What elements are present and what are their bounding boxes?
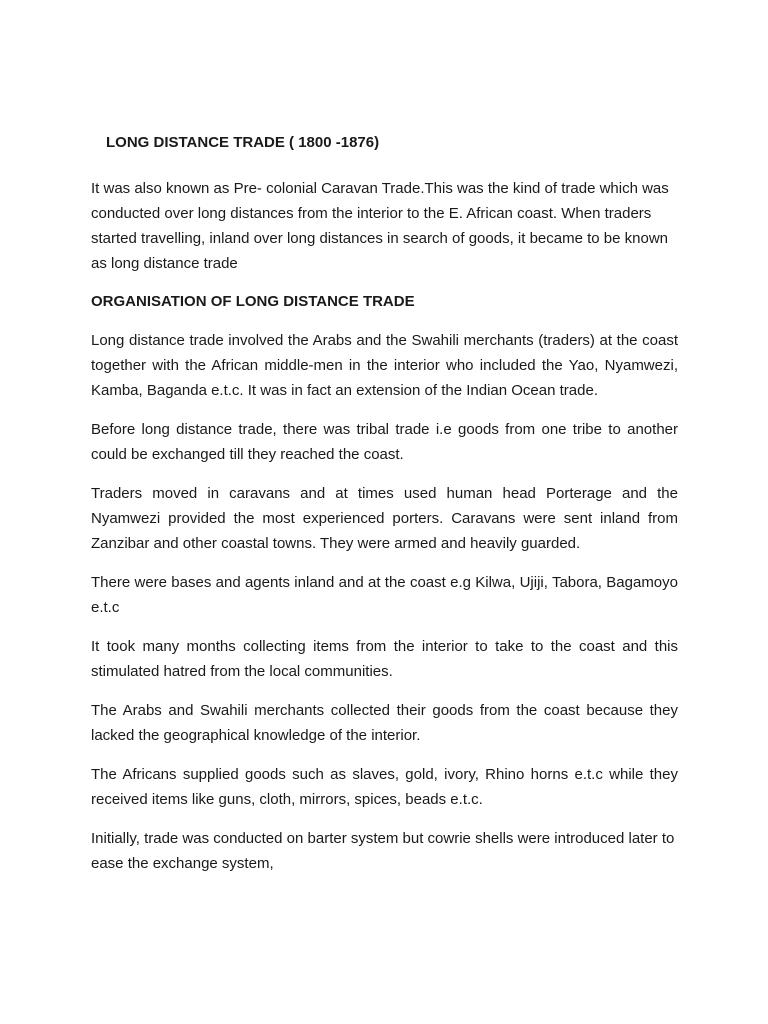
paragraph-participants: Long distance trade involved the Arabs and the Swahili merchants (traders) at the coast together with the African middle-men in the interior who included the Yao, Nyamwezi, Kamba, Baganda e.t.c. It was in fact an extension of the Indian Ocean trade. bbox=[91, 332, 678, 399]
paragraph-goods: The Africans supplied goods such as slaves, gold, ivory, Rhino horns e.t.c while they received items like guns, cloth, mirrors, spices, beads e.t.c. bbox=[91, 766, 678, 808]
paragraph-tribal-trade: Before long distance trade, there was tribal trade i.e goods from one tribe to another could be exchanged till they reached the coast. bbox=[91, 421, 678, 463]
paragraph-caravans: Traders moved in caravans and at times used human head Porterage and the Nyamwezi provided the most experienced porters. Caravans were sent inland from Zanzibar and other coastal towns. They were armed and heavily guarded. bbox=[91, 485, 678, 552]
document-title: LONG DISTANCE TRADE ( 1800 -1876) bbox=[106, 134, 380, 151]
paragraph-barter: Initially, trade was conducted on barter system but cowrie shells were introduced later to ease the exchange system, bbox=[91, 830, 675, 872]
paragraph-months: It took many months collecting items from the interior to take to the coast and this stimulated hatred from the local communities. bbox=[91, 638, 678, 680]
intro-paragraph: It was also known as Pre- colonial Caravan Trade.This was the kind of trade which was conducted over long distances from the interior to the E. African coast. When traders started travelling, inland over long distances in search of goods, it became to be known as long distance trade bbox=[91, 180, 669, 272]
paragraph-merchants: The Arabs and Swahili merchants collected their goods from the coast because they lacked the geographical knowledge of the interior. bbox=[91, 702, 678, 744]
paragraph-bases: There were bases and agents inland and at the coast e.g Kilwa, Ujiji, Tabora, Bagamoyo e.t.c bbox=[91, 574, 678, 616]
document-body bbox=[91, 131, 678, 890]
section-heading: ORGANISATION OF LONG DISTANCE TRADE bbox=[91, 293, 415, 310]
